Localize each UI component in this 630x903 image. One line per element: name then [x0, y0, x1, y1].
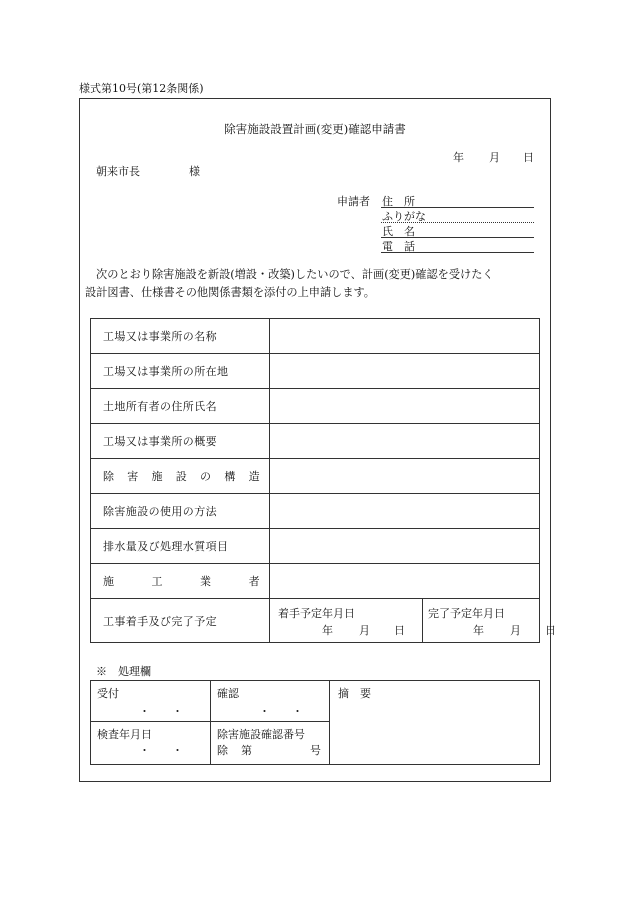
processing-heading: ※ 処理欄 [96, 665, 151, 678]
row-value[interactable] [270, 354, 540, 389]
applicant-furigana-line[interactable] [381, 222, 534, 223]
row-label: 施工業者 [91, 564, 270, 599]
end-day[interactable]: 日 [545, 624, 556, 637]
application-table [90, 318, 556, 643]
row-label: 除害施設の使用の方法 [91, 494, 270, 529]
confirm-dots: ・ ・ [259, 705, 303, 718]
processing-table [90, 680, 540, 765]
date-day: 日 [523, 151, 534, 164]
summary-cell[interactable] [330, 681, 540, 765]
inspection-date-label: 検査年月日 [97, 728, 152, 741]
honorific: 様 [189, 165, 200, 178]
table-row [91, 354, 540, 389]
table-row [91, 319, 540, 354]
start-month[interactable]: 月 [359, 624, 370, 637]
confirm-label: 確認 [217, 687, 239, 700]
document-title: 除害施設設置計画(変更)確認申請書 [224, 122, 406, 136]
row-value[interactable] [270, 494, 540, 529]
row-label: 土地所有者の住所氏名 [91, 389, 270, 424]
row-label: 除害施設の構造 [91, 459, 270, 494]
applicant-name-label: 氏 名 [382, 225, 415, 238]
confirm-cell[interactable] [211, 681, 330, 722]
end-date-label: 完了予定年月日 [428, 607, 505, 620]
inspection-date-cell[interactable] [91, 722, 211, 765]
date-month: 月 [489, 151, 500, 164]
table-row [91, 599, 540, 643]
cert-dai: 第 [241, 744, 252, 757]
table-row [91, 459, 540, 494]
row-value[interactable] [270, 529, 540, 564]
table-row [91, 389, 540, 424]
table-row [91, 494, 540, 529]
applicant-phone-line[interactable] [381, 252, 534, 253]
schedule-cell [270, 599, 556, 643]
applicant-phone-label: 電 話 [382, 240, 415, 253]
row-label: 排水量及び処理水質項目 [91, 529, 270, 564]
row-label: 工場又は事業所の概要 [91, 424, 270, 459]
cert-number-cell[interactable] [211, 722, 330, 765]
receipt-label: 受付 [97, 687, 119, 700]
cert-number-label: 除害施設確認番号 [217, 728, 305, 741]
applicant-address-line[interactable] [381, 207, 534, 208]
row-label: 工場又は事業所の名称 [91, 319, 270, 354]
table-row [91, 424, 540, 459]
row-value[interactable] [270, 389, 540, 424]
start-day[interactable]: 日 [394, 624, 405, 637]
summary-label: 摘 要 [338, 687, 371, 700]
applicant-address-label: 住 所 [382, 195, 415, 208]
applicant-furigana-label: ふりがな [382, 210, 426, 223]
row-value[interactable] [270, 459, 540, 494]
applicant-name-line[interactable] [381, 237, 534, 238]
body-text-line-1: 次のとおり除害施設を新設(増設・改築)したいので、計画(変更)確認を受けたく [96, 268, 494, 281]
inspection-date-dots: ・ ・ [139, 744, 183, 757]
receipt-cell[interactable] [91, 681, 211, 722]
start-year[interactable]: 年 [322, 624, 333, 637]
cert-go: 号 [310, 744, 321, 757]
row-label: 工場又は事業所の所在地 [91, 354, 270, 389]
cert-prefix: 除 [217, 744, 228, 757]
date-year: 年 [453, 151, 464, 164]
end-year[interactable]: 年 [473, 624, 484, 637]
row-value[interactable] [270, 424, 540, 459]
end-month[interactable]: 月 [510, 624, 521, 637]
schedule-divider [422, 599, 423, 642]
row-value[interactable] [270, 319, 540, 354]
table-row [91, 564, 540, 599]
row-label: 工事着手及び完了予定 [91, 599, 270, 643]
table-row [91, 529, 540, 564]
addressee: 朝来市長 [96, 165, 140, 178]
applicant-label: 申請者 [337, 195, 370, 208]
body-text-line-2: 設計図書、仕様書その他関係書類を添付の上申請します。 [85, 286, 375, 299]
receipt-dots: ・ ・ [139, 705, 183, 718]
start-date-label: 着手予定年月日 [278, 607, 355, 620]
form-number: 様式第10号(第12条関係) [79, 82, 204, 95]
row-value[interactable] [270, 564, 540, 599]
